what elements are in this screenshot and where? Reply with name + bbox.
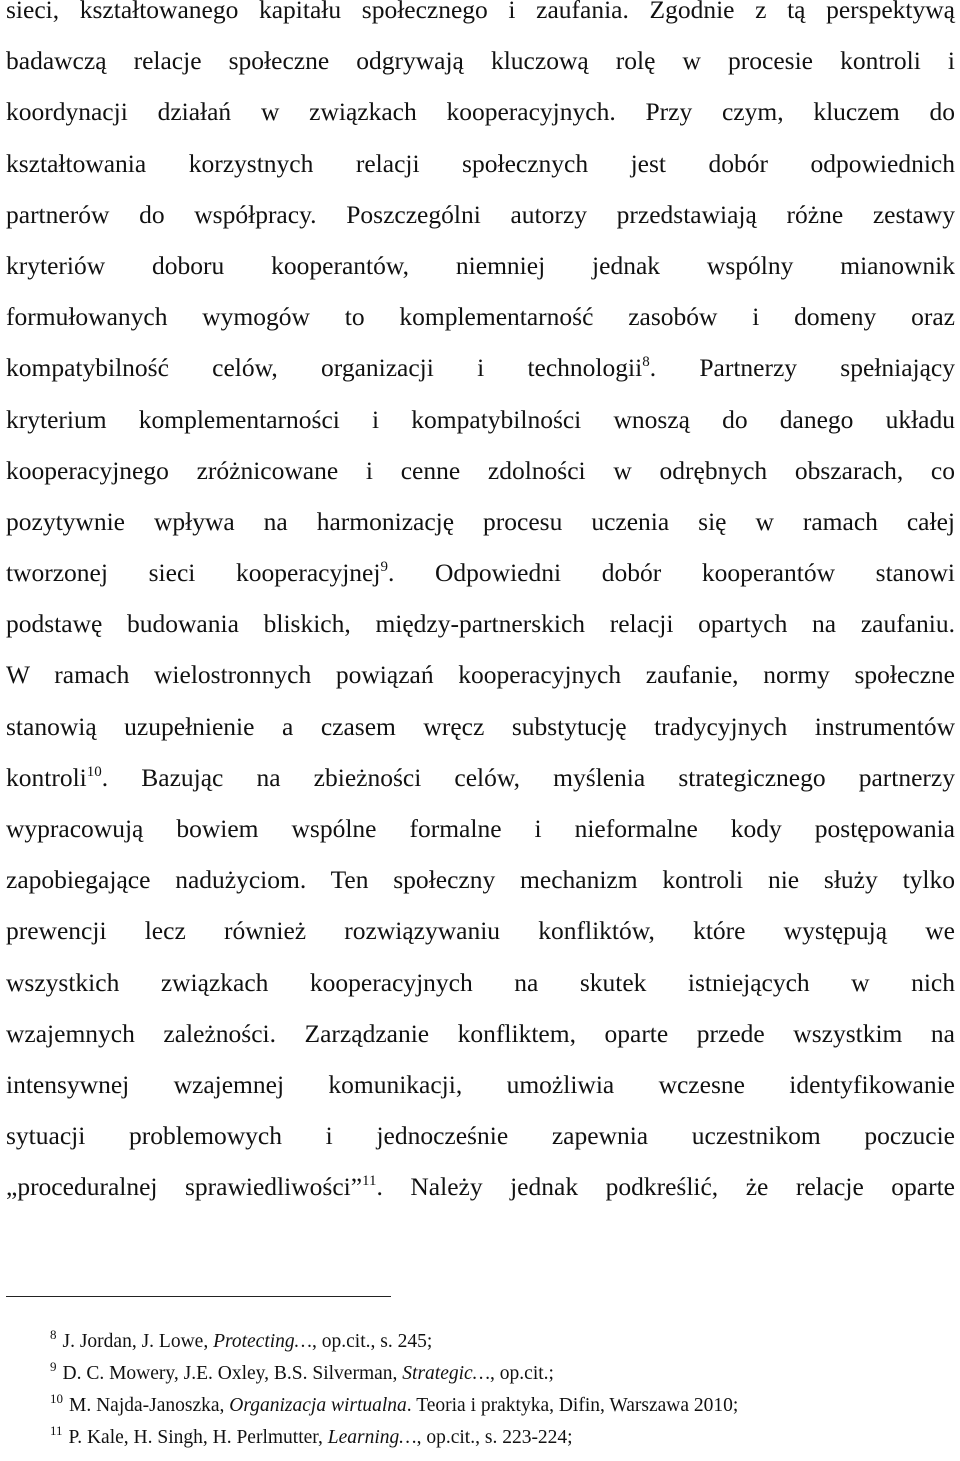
text-segment: pozytywnie wpływa na harmonizację procesu uczenia się w ramach całej xyxy=(6,506,955,536)
footnote-ref: 10 xyxy=(86,763,102,780)
text-line xyxy=(6,1008,955,1059)
text-segment: . Należy jednak podkreślić, że relacje oparte xyxy=(376,1172,955,1202)
footnote-number: 9 xyxy=(50,1359,57,1374)
text-line xyxy=(6,547,955,598)
text-segment: wszystkich związkach kooperacyjnych na skutek istniejących w nich xyxy=(6,967,955,997)
text-segment: badawczą relacje społeczne odgrywają kluczową rolę w procesie kontroli i xyxy=(6,46,955,76)
text-line xyxy=(6,496,955,547)
text-line xyxy=(6,598,955,649)
footnote-ref: 9 xyxy=(380,559,388,576)
footnote-text: , op.cit., s. 245; xyxy=(312,1331,433,1352)
text-line xyxy=(6,342,955,393)
text-segment: „proceduralnej sprawiedliwości” xyxy=(6,1172,363,1202)
footnote-ref: 11 xyxy=(362,1173,377,1190)
text-line xyxy=(6,189,955,240)
text-segment: podstawę budowania bliskich, między-partnerskich relacji opartych na zaufaniu. xyxy=(6,609,955,639)
footnote-separator xyxy=(6,1296,391,1297)
text-line xyxy=(6,394,955,445)
text-segment: tworzonej sieci kooperacyjnej xyxy=(6,558,381,588)
text-segment: kryterium komplementarności i kompatybilności wnoszą do danego układu xyxy=(6,404,955,434)
text-segment: W ramach wielostronnych powiązań kooperacyjnych zaufanie, normy społeczne xyxy=(6,660,955,690)
text-line xyxy=(6,701,955,752)
text-segment: . Bazując na zbieżności celów, myślenia strategicznego partnerzy xyxy=(101,762,955,792)
footnote-title: Learning… xyxy=(327,1427,417,1448)
text-segment: kształtowania korzystnych relacji społecznych jest dobór odpowiednich xyxy=(6,148,955,178)
text-line xyxy=(6,649,955,700)
text-line xyxy=(6,86,955,137)
footnote-text: J. Jordan, J. Lowe, xyxy=(62,1331,214,1352)
footnote-item xyxy=(50,1422,950,1454)
footnote-number: 11 xyxy=(50,1423,63,1438)
text-line xyxy=(6,445,955,496)
text-line xyxy=(6,957,955,1008)
footnote-text: D. C. Mowery, J.E. Oxley, B.S. Silverman, xyxy=(62,1363,403,1384)
text-line xyxy=(6,905,955,956)
body-paragraph xyxy=(6,0,955,1213)
text-line xyxy=(6,138,955,189)
footnote-text: M. Najda-Janoszka, xyxy=(69,1395,230,1416)
text-line xyxy=(6,0,955,35)
footnote-item xyxy=(50,1326,950,1358)
text-line xyxy=(6,291,955,342)
text-segment: . Odpowiedni dobór kooperantów stanowi xyxy=(387,558,955,588)
text-segment: zapobiegające nadużyciom. Ten społeczny mechanizm kontroli nie służy tylko xyxy=(6,865,955,895)
text-line xyxy=(6,35,955,86)
text-line xyxy=(6,1059,955,1110)
footnote-title: Strategic… xyxy=(402,1363,491,1384)
footnote-ref: 8 xyxy=(642,354,650,371)
text-line xyxy=(6,1110,955,1161)
text-line xyxy=(6,803,955,854)
footnote-number: 10 xyxy=(50,1391,63,1406)
footnote-number: 8 xyxy=(50,1327,57,1342)
text-segment: intensywnej wzajemnej komunikacji, umożliwia wczesne identyfikowanie xyxy=(6,1069,955,1099)
footnote-text: . Teoria i praktyka, Difin, Warszawa 2010; xyxy=(406,1395,739,1416)
text-segment: formułowanych wymogów to komplementarność zasobów i domeny oraz xyxy=(6,302,955,332)
text-segment: sieci, kształtowanego kapitału społecznego i zaufania. Zgodnie z tą perspektywą xyxy=(6,0,955,24)
text-line xyxy=(6,752,955,803)
text-segment: wzajemnych zależności. Zarządzanie konfliktem, oparte przede wszystkim na xyxy=(6,1018,955,1048)
text-line xyxy=(6,240,955,291)
text-segment: kryteriów doboru kooperantów, niemniej jednak wspólny mianownik xyxy=(6,250,955,280)
text-line xyxy=(6,854,955,905)
footnote-text: , op.cit., s. 223-224; xyxy=(416,1427,573,1448)
text-line xyxy=(6,1161,955,1212)
footnote-title: Organizacja wirtualna xyxy=(229,1395,407,1416)
footnote-title: Protecting… xyxy=(213,1331,313,1352)
text-segment: . Partnerzy spełniający xyxy=(649,353,955,383)
text-segment: wypracowują bowiem wspólne formalne i nieformalne kody postępowania xyxy=(6,814,955,843)
text-segment: partnerów do współpracy. Poszczególni autorzy przedstawiają różne zestawy xyxy=(6,199,955,229)
footnote-text: , op.cit.; xyxy=(490,1363,554,1384)
text-segment: kompatybilność celów, organizacji i technologii xyxy=(6,353,643,383)
footnotes xyxy=(50,1326,950,1454)
text-segment: stanowią uzupełnienie a czasem wręcz substytucję tradycyjnych instrumentów xyxy=(6,711,955,741)
text-segment: koordynacji działań w związkach kooperacyjnych. Przy czym, kluczem do xyxy=(6,97,955,127)
text-segment: kontroli xyxy=(6,762,87,792)
text-segment: prewencji lecz również rozwiązywaniu konfliktów, które występują we xyxy=(6,916,955,946)
text-segment: kooperacyjnego zróżnicowane i cenne zdolności w odrębnych obszarach, co xyxy=(6,455,955,485)
footnote-text: P. Kale, H. Singh, H. Perlmutter, xyxy=(68,1427,328,1448)
text-segment: sytuacji problemowych i jednocześnie zapewnia uczestnikom poczucie xyxy=(6,1121,955,1151)
footnote-item xyxy=(50,1358,950,1390)
footnote-item xyxy=(50,1390,950,1422)
